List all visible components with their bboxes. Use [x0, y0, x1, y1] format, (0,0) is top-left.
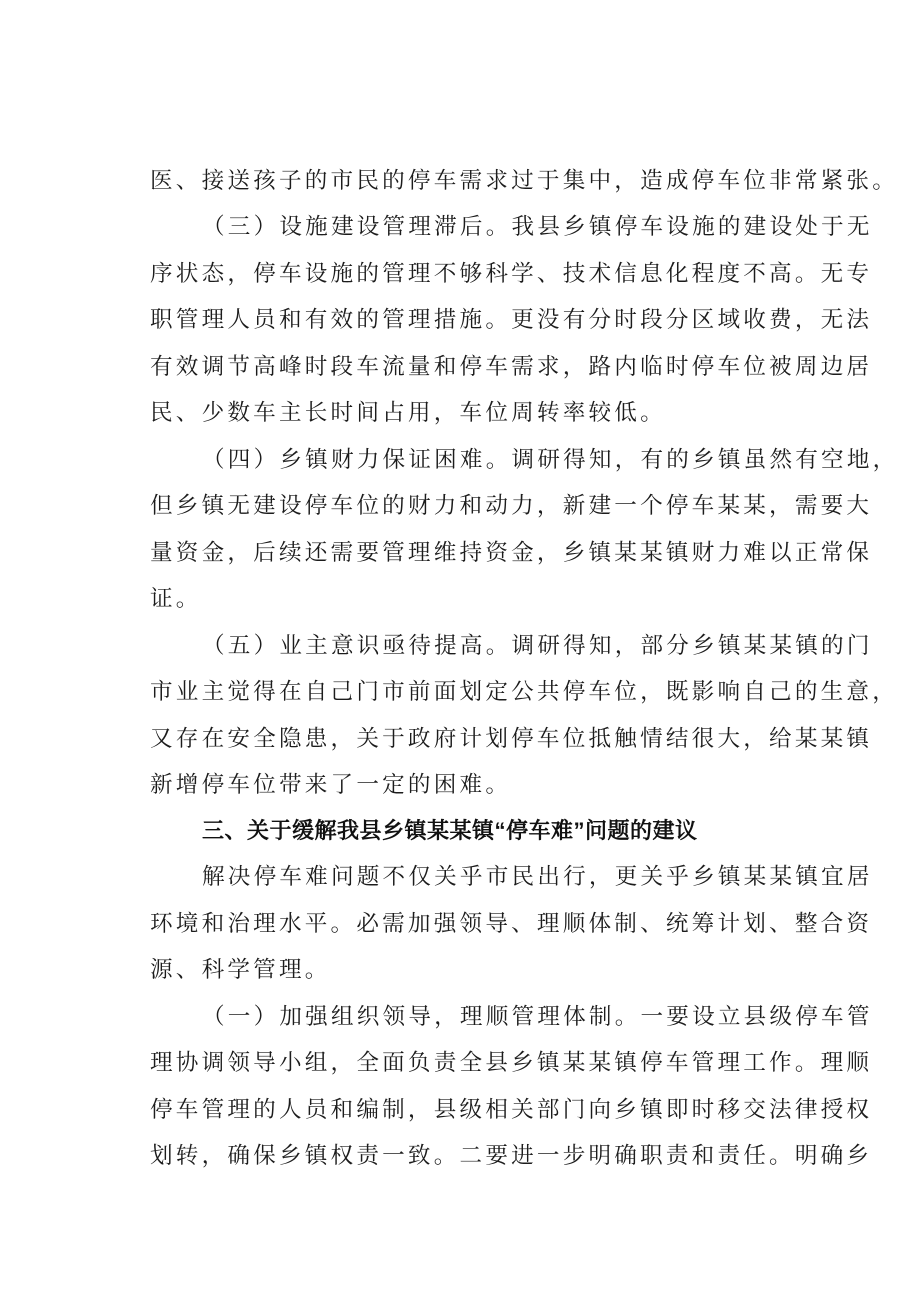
- body-text-line: 划转，确保乡镇权责一致。二要进一步明确职责和责任。明确乡: [150, 1143, 873, 1169]
- body-text-line: 源、科学管理。: [150, 957, 331, 983]
- body-text-line: 有效调节高峰时段车流量和停车需求，路内临时停车位被周边居: [150, 354, 873, 380]
- body-text-line: 但乡镇无建设停车位的财力和动力，新建一个停车某某，需要大: [150, 493, 873, 519]
- body-text-line: 理协调领导小组，全面负责全县乡镇某某镇停车管理工作。理顺: [150, 1050, 873, 1076]
- body-text-line: （一）加强组织领导，理顺管理体制。一要设立县级停车管: [202, 1004, 873, 1030]
- section-heading: 三、关于缓解我县乡镇某某镇“停车难”问题的建议: [202, 818, 698, 843]
- body-text-line: 新增停车位带来了一定的困难。: [150, 772, 512, 798]
- body-text-line: （三）设施建设管理滞后。我县乡镇停车设施的建设处于无: [202, 214, 873, 240]
- body-text-line: 又存在安全隐患，关于政府计划停车位抵触情结很大，给某某镇: [150, 726, 873, 752]
- body-text-line: 停车管理的人员和编制，县级相关部门向乡镇即时移交法律授权: [150, 1097, 873, 1123]
- body-text-line: 市业主觉得在自己门市前面划定公共停车位，既影响自己的生意，: [150, 679, 899, 705]
- body-text-line: （四）乡镇财力保证困难。调研得知，有的乡镇虽然有空地，: [202, 447, 899, 473]
- body-text-line: 环境和治理水平。必需加强领导、理顺体制、统筹计划、整合资: [150, 911, 873, 937]
- body-text-line: 民、少数车主长时间占用，车位周转率较低。: [150, 400, 666, 426]
- body-text-line: 量资金，后续还需要管理维持资金，乡镇某某镇财力难以正常保: [150, 540, 873, 566]
- body-text-line: （五）业主意识亟待提高。调研得知，部分乡镇某某镇的门: [202, 633, 873, 659]
- body-text-line: 证。: [150, 586, 202, 612]
- body-text-line: 职管理人员和有效的管理措施。更没有分时段分区域收费，无法: [150, 307, 873, 333]
- body-text-line: 解决停车难问题不仅关乎市民出行，更关乎乡镇某某镇宜居: [202, 864, 873, 890]
- body-text-line: 医、接送孩子的市民的停车需求过于集中，造成停车位非常紧张。: [150, 168, 899, 194]
- body-text-line: 序状态，停车设施的管理不够科学、技术信息化程度不高。无专: [150, 261, 873, 287]
